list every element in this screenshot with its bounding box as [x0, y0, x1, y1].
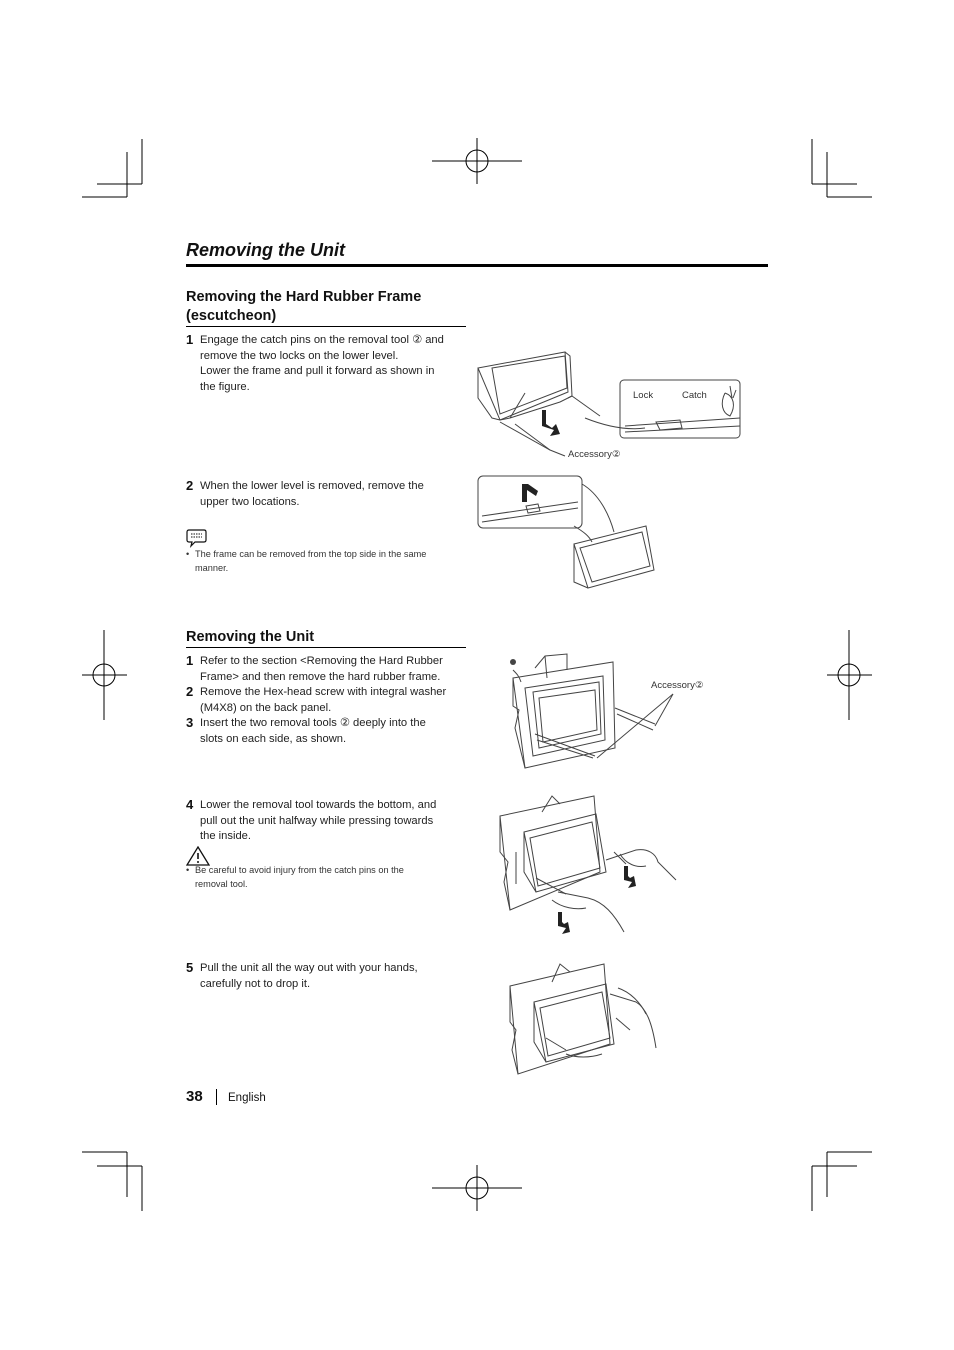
pull-halfway-figure	[496, 792, 680, 942]
step-number: 5	[186, 960, 194, 975]
step-line: the figure.	[200, 380, 250, 393]
step-number: 2	[186, 684, 194, 699]
warning-line: removal tool.	[195, 879, 248, 889]
page-number: 38	[186, 1088, 203, 1105]
pull-out-figure	[506, 958, 662, 1078]
title-rule	[186, 264, 768, 267]
step-number: 4	[186, 797, 194, 812]
step-line: Remove the Hex-head screw with integral washer	[200, 686, 447, 698]
step-line: Engage the catch pins on the removal tool ② and	[200, 334, 444, 346]
step-text	[200, 479, 470, 510]
step-line: the inside.	[200, 830, 251, 842]
step-text	[200, 961, 470, 992]
label-catch: Catch	[682, 390, 707, 401]
step-text	[200, 798, 470, 845]
speech-note-icon	[186, 528, 208, 548]
page-title: Removing the Unit	[186, 240, 346, 260]
step-line: Lower the removal tool towards the bottom, and	[200, 799, 437, 811]
step-number: 3	[186, 715, 194, 730]
step-line: When the lower level is removed, remove the	[200, 480, 424, 492]
label-accessory: Accessory②	[568, 449, 621, 460]
step-line: Pull the unit all the way out with your hands,	[200, 962, 418, 974]
warning-bullet: •	[186, 865, 190, 875]
step-number: 2	[186, 478, 194, 493]
step-text	[200, 333, 470, 395]
section-rule	[186, 326, 466, 327]
step-text	[200, 716, 470, 747]
step-text	[200, 654, 470, 685]
step-line: (M4X8) on the back panel.	[200, 701, 332, 714]
note-text	[195, 547, 465, 575]
step-number: 1	[186, 332, 194, 347]
step-line: Insert the two removal tools ② deeply into the	[200, 717, 426, 729]
step-line: Lower the frame and pull it forward as shown in	[200, 365, 435, 377]
page-language: English	[228, 1092, 266, 1104]
label-accessory: Accessory②	[651, 680, 704, 691]
insert-tools-figure	[505, 648, 675, 772]
step-line: carefully not to drop it.	[200, 977, 311, 990]
step-line: slots on each side, as shown.	[200, 732, 347, 745]
upper-lock-figure	[474, 474, 664, 594]
note-line: The frame can be removed from the top side in the same	[195, 549, 427, 559]
section-heading-unit: Removing the Unit	[186, 629, 315, 645]
step-line: remove the two locks on the lower level.	[200, 349, 399, 362]
footer-divider	[216, 1089, 217, 1105]
step-number: 1	[186, 653, 194, 668]
section-heading-frame-line1: Removing the Hard Rubber Frame	[186, 289, 422, 305]
step-text	[200, 685, 470, 716]
section-rule	[186, 647, 466, 648]
note-bullet: •	[186, 549, 190, 559]
section-heading-frame	[186, 288, 421, 326]
warning-line: Be careful to avoid injury from the catch pins on the	[195, 865, 404, 875]
label-lock: Lock	[633, 390, 654, 401]
step-line: pull out the unit halfway while pressing towards	[200, 814, 434, 827]
note-line: manner.	[195, 563, 229, 573]
section-heading-frame-line2: (escutcheon)	[186, 308, 277, 324]
step-line: Refer to the section <Removing the Hard Rubber	[200, 655, 443, 667]
step-line: Frame> and then remove the hard rubber frame.	[200, 670, 441, 683]
step-line: upper two locations.	[200, 495, 300, 508]
warning-text	[195, 863, 465, 891]
